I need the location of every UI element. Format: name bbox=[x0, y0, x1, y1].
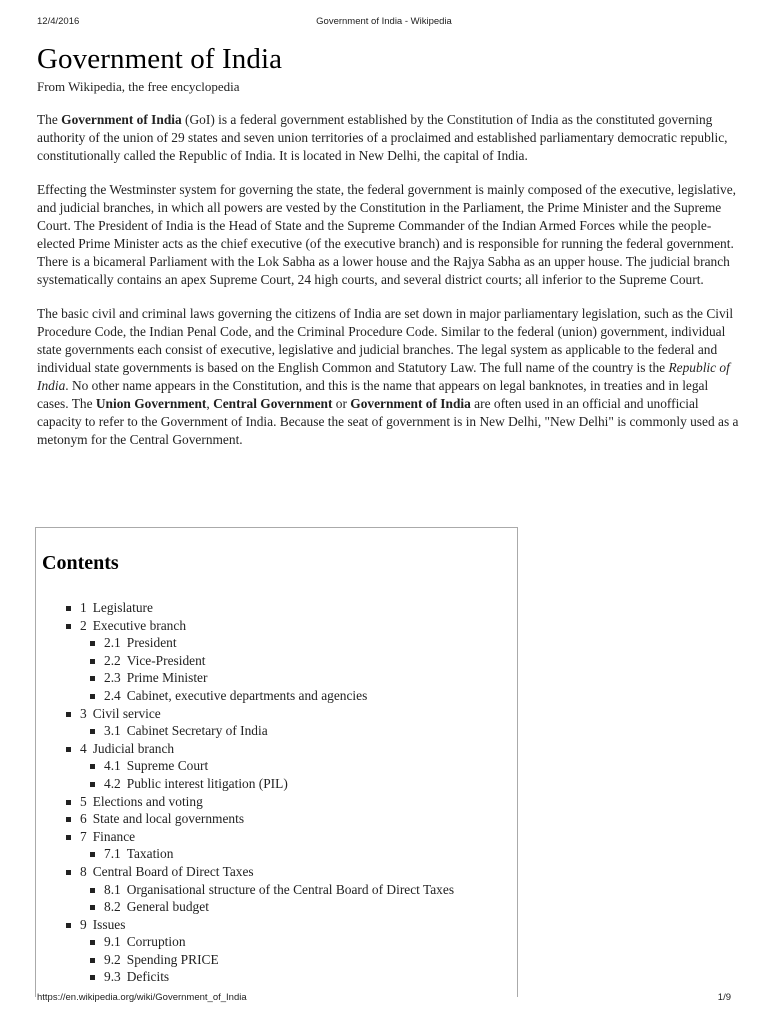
toc-item-number: 4.1 bbox=[104, 758, 121, 774]
toc-sublist bbox=[90, 757, 454, 792]
toc-item[interactable] bbox=[66, 828, 454, 846]
toc-item-label[interactable]: Deficits bbox=[126, 969, 170, 985]
toc-item[interactable] bbox=[66, 810, 454, 828]
toc-item-number: 7 bbox=[80, 828, 87, 844]
toc-sublist bbox=[90, 722, 454, 740]
toc-item-label[interactable]: Taxation bbox=[126, 846, 174, 862]
toc-item-number: 2.4 bbox=[104, 687, 121, 703]
toc-item-label[interactable]: Cabinet Secretary of India bbox=[126, 723, 268, 739]
toc-item-number: 2 bbox=[80, 617, 87, 633]
toc-item-label[interactable]: Corruption bbox=[126, 934, 186, 950]
toc-item-number: 2.1 bbox=[104, 635, 121, 651]
toc-item-label[interactable]: Civil service bbox=[92, 705, 161, 721]
toc-item-number: 5 bbox=[80, 793, 87, 809]
toc-item[interactable] bbox=[90, 951, 454, 969]
toc-item-label[interactable]: Executive branch bbox=[92, 617, 187, 633]
toc-sublist bbox=[90, 933, 454, 986]
toc-item-number: 2.2 bbox=[104, 652, 121, 668]
toc-item[interactable] bbox=[90, 669, 454, 687]
page-subtitle: From Wikipedia, the free encyclopedia bbox=[37, 79, 240, 94]
toc-item-label[interactable]: Organisational structure of the Central Board of Direct Taxes bbox=[126, 881, 455, 897]
toc-item-label[interactable]: Judicial branch bbox=[92, 740, 175, 756]
toc-sublist bbox=[90, 881, 454, 916]
structure-paragraph: Effecting the Westminster system for governing the state, the federal government is mainly composed of the executive, legislative, and judicial branches, in which all powers are vested by the Constitution in the Parliament, the Prime Minister and the Supreme Court. The President of India is the Head of State and the Supreme Commander of the Indian Armed Forces while the people-elected Prime Minister acts as the chief executive (of the executive branch) and is responsible for running the federal government. There is a bicameral Parliament with the Lok Sabha as a lower house and the Rajya Sabha as an upper house. The judicial branch systematically contains an apex Supreme Court, 24 high courts, and several district courts; all inferior to the Supreme Court. bbox=[37, 182, 736, 287]
toc-item[interactable] bbox=[90, 968, 454, 986]
toc-item-label[interactable]: Supreme Court bbox=[126, 758, 209, 774]
toc-item[interactable] bbox=[90, 634, 454, 652]
toc-item-label[interactable]: Issues bbox=[92, 916, 126, 932]
article-body bbox=[37, 111, 739, 465]
intro-paragraph: The Government of India (GoI) is a federal government established by the Constitution of India as the constituted governing authority of the union of 29 states and seven union territories of a proclaimed and established parliamentary democratic republic, constitutionally called the Republic of India. It is located in New Delhi, the capital of India. bbox=[37, 112, 728, 163]
toc-item[interactable] bbox=[90, 652, 454, 670]
table-of-contents bbox=[35, 527, 518, 997]
toc-item[interactable] bbox=[90, 881, 454, 899]
toc-item-label[interactable]: Central Board of Direct Taxes bbox=[92, 863, 254, 879]
toc-list bbox=[66, 599, 454, 986]
toc-item-number: 3 bbox=[80, 705, 87, 721]
toc-item-number: 6 bbox=[80, 811, 87, 827]
page-title: Government of India bbox=[37, 43, 283, 75]
legal-paragraph: The basic civil and criminal laws governing the citizens of India are set down in major parliamentary legislation, such as the Civil Procedure Code, the Indian Penal Code, and the Criminal Procedure Code. Similar to the federal (union) government, individual state governments each consist of executive, legislative and judicial branches. The legal system as applicable to the federal and individual state governments is based on the English Common and Statutory Law. The full name of the country is the Republic of India. No other name appears in the Constitution, and this is the name that appears on legal banknotes, in treaties and in legal cases. The Union Government, Central Government or Government of India are often used in an official and unofficial capacity to refer to the Government of India. Because the seat of government is in New Delhi, "New Delhi" is commonly used as a metonym for the Central Government. bbox=[37, 306, 739, 447]
toc-item[interactable] bbox=[66, 916, 454, 934]
toc-item[interactable] bbox=[90, 757, 454, 775]
toc-item-label[interactable]: Legislature bbox=[92, 600, 153, 615]
page-url: https://en.wikipedia.org/wiki/Government_of_India bbox=[37, 992, 247, 1003]
toc-item-number: 1 bbox=[80, 600, 87, 615]
toc-item-label[interactable]: Elections and voting bbox=[92, 793, 203, 809]
toc-item-number: 8.2 bbox=[104, 899, 121, 915]
toc-item-number: 9.3 bbox=[104, 969, 121, 985]
toc-item-number: 3.1 bbox=[104, 723, 121, 739]
toc-item[interactable] bbox=[90, 775, 454, 793]
toc-item-label[interactable]: General budget bbox=[126, 899, 209, 915]
toc-item-label[interactable]: Cabinet, executive departments and agencies bbox=[126, 687, 368, 703]
toc-item[interactable] bbox=[66, 863, 454, 881]
toc-item-number: 4.2 bbox=[104, 775, 121, 791]
print-footer bbox=[37, 992, 731, 1004]
toc-item[interactable] bbox=[66, 617, 454, 635]
toc-item[interactable] bbox=[66, 740, 454, 758]
toc-item-label[interactable]: State and local governments bbox=[92, 811, 245, 827]
toc-heading: Contents bbox=[42, 552, 119, 574]
toc-item[interactable] bbox=[90, 845, 454, 863]
toc-item[interactable] bbox=[66, 793, 454, 811]
toc-item[interactable] bbox=[66, 705, 454, 723]
toc-item-label[interactable]: President bbox=[126, 635, 177, 651]
toc-item-number: 2.3 bbox=[104, 670, 121, 686]
toc-item-number: 9.1 bbox=[104, 934, 121, 950]
toc-item[interactable] bbox=[90, 898, 454, 916]
bold-term: Government of India bbox=[350, 396, 471, 411]
toc-item-number: 9.2 bbox=[104, 951, 121, 967]
toc-item[interactable] bbox=[90, 933, 454, 951]
toc-item[interactable] bbox=[90, 722, 454, 740]
toc-item-number: 9 bbox=[80, 916, 87, 932]
print-date: 12/4/2016 bbox=[37, 16, 80, 27]
bold-term: Government of India bbox=[61, 112, 182, 127]
toc-item-number: 4 bbox=[80, 740, 87, 756]
toc-item-label[interactable]: Vice-President bbox=[126, 652, 206, 668]
toc-item-number: 7.1 bbox=[104, 846, 121, 862]
toc-item-number: 8 bbox=[80, 863, 87, 879]
italic-term: Republic of India bbox=[37, 360, 730, 393]
toc-item-number: 8.1 bbox=[104, 881, 121, 897]
print-header bbox=[37, 16, 731, 28]
print-page-title: Government of India - Wikipedia bbox=[316, 16, 452, 27]
toc-item[interactable] bbox=[90, 687, 454, 705]
toc-item[interactable] bbox=[66, 599, 454, 617]
toc-sublist bbox=[90, 845, 454, 863]
toc-item-label[interactable]: Finance bbox=[92, 828, 136, 844]
bold-term: Central Government bbox=[213, 396, 333, 411]
toc-item-label[interactable]: Spending PRICE bbox=[126, 951, 219, 967]
bold-term: Union Government bbox=[95, 396, 207, 411]
toc-item-label[interactable]: Prime Minister bbox=[126, 670, 208, 686]
toc-item-label[interactable]: Public interest litigation (PIL) bbox=[126, 775, 288, 791]
toc-sublist bbox=[90, 634, 454, 704]
page-number: 1/9 bbox=[717, 992, 731, 1003]
